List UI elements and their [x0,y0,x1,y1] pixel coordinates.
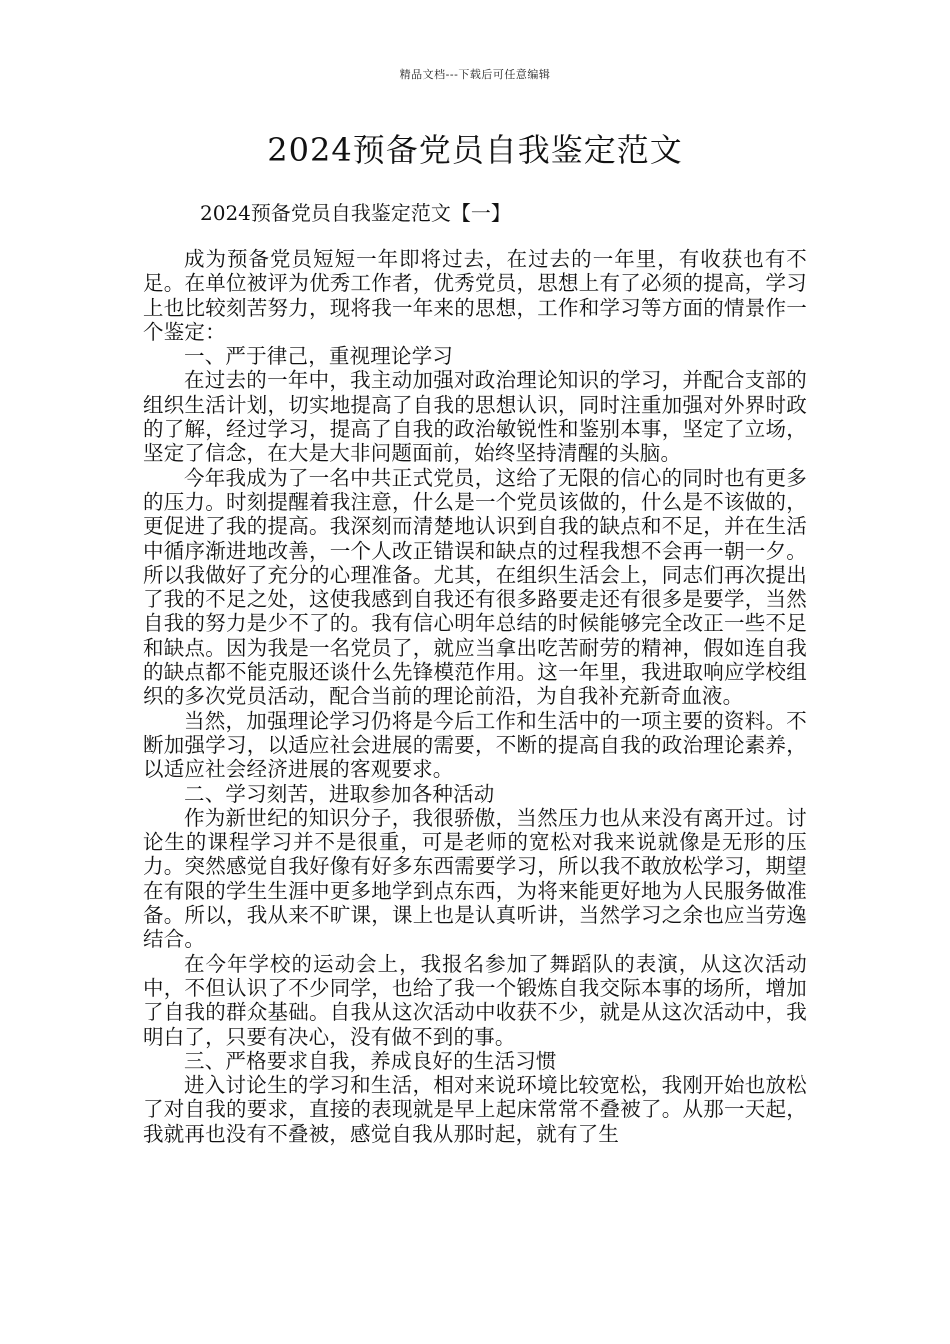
document-title: 2024预备党员自我鉴定范文 [267,131,683,169]
paragraph: 当然，加强理论学习仍将是今后工作和生活中的一项主要的资料。不断加强学习，以适应社会进展的需要，不断的提高自我的政治理论素养，以适应社会经济进展的客观要求。 [143,708,807,782]
document-body [143,247,807,1146]
paragraph: 作为新世纪的知识分子，我很骄傲，当然压力也从来没有离开过。讨论生的课程学习并不是很重，可是老师的宽松对我来说就像是无形的压力。突然感觉自我好像有好多东西需要学习，所以我不敢放松学习，期望在有限的学生生涯中更多地学到点东西，为将来能更好地为人民服务做准备。所以，我从来不旷课，课上也是认真听讲，当然学习之余也应当劳逸结合。 [143,805,807,952]
section-heading-1: 一、严于律己，重视理论学习 [184,344,454,369]
section-heading-2: 二、学习刻苦，进取参加各种活动 [184,781,495,806]
paragraph: 在过去的一年中，我主动加强对政治理论知识的学习，并配合支部的组织生活计划，切实地提高了自我的思想认识，同时注重加强对外界时政的了解，经过学习，提高了自我的政治敏锐性和鉴别本事，坚定了立场，坚定了信念，在大是大非问题面前，始终坚持清醒的头脑。 [143,368,807,466]
paragraph: 今年我成为了一名中共正式党员，这给了无限的信心的同时也有更多的压力。时刻提醒着我注意，什么是一个党员该做的，什么是不该做的，更促进了我的提高。我深刻而清楚地认识到自我的缺点和不足，并在生活中循序渐进地改善，一个人改正错误和缺点的过程我想不会再一朝一夕。所以我做好了充分的心理准备。尤其，在组织生活会上，同志们再次提出了我的不足之处，这使我感到自我还有很多路要走还有很多是要学，当然自我的努力是少不了的。我有信心明年总结的时候能够完全改正一些不足和缺点。因为我是一名党员了，就应当拿出吃苦耐劳的精神，假如连自我的缺点都不能克服还谈什么先锋模范作用。这一年里，我进取响应学校组织的多次党员活动，配合当前的理论前沿，为自我补充新奇血液。 [143,465,807,709]
document-subtitle: 2024预备党员自我鉴定范文【一】 [200,201,511,225]
paragraph: 在今年学校的运动会上，我报名参加了舞蹈队的表演，从这次活动中，不但认识了不少同学，也给了我一个锻炼自我交际本事的场所，增加了自我的群众基础。自我从这次活动中收获不少，就是从这次活动中，我明白了，只要有决心，没有做不到的事。 [143,951,807,1049]
section-heading-3: 三、严格要求自我，养成良好的生活习惯 [184,1048,557,1073]
header-note: 精品文档---下载后可任意编辑 [399,68,551,81]
paragraph: 进入讨论生的学习和生活，相对来说环境比较宽松，我刚开始也放松了对自我的要求，直接的表现就是早上起床常常不叠被了。从那一天起，我就再也没有不叠被，感觉自我从那时起，就有了生 [143,1073,807,1146]
paragraph-intro: 成为预备党员短短一年即将过去，在过去的一年里，有收获也有不足。在单位被评为优秀工作者，优秀党员，思想上有了必须的提高，学习上也比较刻苦努力，现将我一年来的思想，工作和学习等方面的情景作一个鉴定： [143,247,807,344]
